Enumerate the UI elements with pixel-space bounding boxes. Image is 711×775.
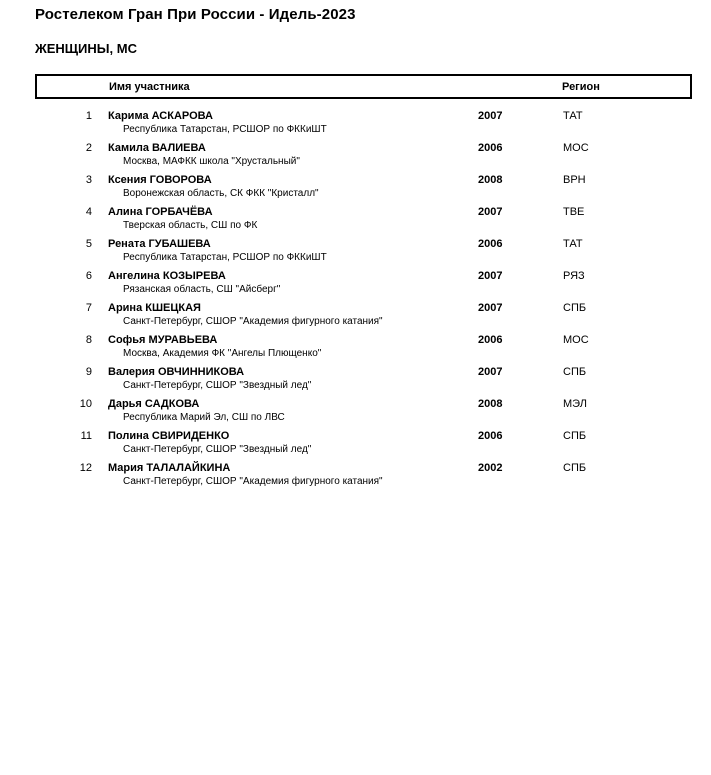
- participant-club: Москва, МАФКК школа "Хрустальный": [123, 156, 300, 167]
- participant-club: Республика Татарстан, РСШОР по ФККиШТ: [123, 124, 327, 135]
- participant-name: Валерия ОВЧИННИКОВА: [108, 366, 245, 378]
- page-title: Ростелеком Гран При России - Идель-2023: [35, 6, 356, 23]
- participant-number: 12: [79, 462, 92, 474]
- participant-name: Арина КШЕЦКАЯ: [108, 302, 201, 314]
- participant-region-code: МОС: [563, 142, 589, 154]
- participant-name: Алина ГОРБАЧЁВА: [108, 206, 213, 218]
- participant-name: Ксения ГОВОРОВА: [108, 174, 212, 186]
- participant-number: 1: [85, 110, 92, 122]
- participant-number: 8: [85, 334, 92, 346]
- participant-region-code: ТВЕ: [563, 206, 585, 218]
- participant-number: 6: [85, 270, 92, 282]
- participant-name: Карима АСКАРОВА: [108, 110, 213, 122]
- table-row: [35, 302, 692, 334]
- participant-club: Санкт-Петербург, СШОР "Академия фигурного катания": [123, 476, 383, 487]
- participant-club: Москва, Академия ФК "Ангелы Плющенко": [123, 348, 322, 359]
- participant-region-code: ТАТ: [563, 238, 583, 250]
- participant-birth-year: 2002: [478, 462, 503, 474]
- participant-birth-year: 2007: [478, 110, 503, 122]
- participant-number: 4: [85, 206, 92, 218]
- participant-birth-year: 2006: [478, 334, 503, 346]
- category-title: ЖЕНЩИНЫ, МС: [35, 41, 137, 56]
- participant-region-code: МОС: [563, 334, 589, 346]
- participant-number: 5: [85, 238, 92, 250]
- table-header: [35, 74, 692, 99]
- participant-name: Дарья САДКОВА: [108, 398, 200, 410]
- participant-region-code: СПБ: [563, 302, 587, 314]
- participant-club: Санкт-Петербург, СШОР "Академия фигурного катания": [123, 316, 383, 327]
- participant-birth-year: 2006: [478, 142, 503, 154]
- table-row: [35, 206, 692, 238]
- participant-birth-year: 2008: [478, 174, 503, 186]
- participant-birth-year: 2006: [478, 238, 503, 250]
- participant-name: Ангелина КОЗЫРЕВА: [108, 270, 226, 282]
- table-row: [35, 366, 692, 398]
- table-row: [35, 334, 692, 366]
- table-row: [35, 398, 692, 430]
- table-row: [35, 110, 692, 142]
- table-row: [35, 238, 692, 270]
- table-row: [35, 462, 692, 494]
- participant-club: Тверская область, СШ по ФК: [123, 220, 258, 231]
- participant-region-code: МЭЛ: [563, 398, 587, 410]
- participant-region-code: РЯЗ: [563, 270, 585, 282]
- participant-club: Воронежская область, СК ФКК "Кристалл": [123, 188, 319, 199]
- participant-club: Рязанская область, СШ "Айсберг": [123, 284, 281, 295]
- participant-number: 9: [85, 366, 92, 378]
- participant-birth-year: 2007: [478, 302, 503, 314]
- participant-birth-year: 2007: [478, 270, 503, 282]
- participant-number: 11: [80, 430, 92, 442]
- participant-club: Санкт-Петербург, СШОР "Звездный лед": [123, 444, 312, 455]
- table-row: [35, 270, 692, 302]
- participant-region-code: СПБ: [563, 462, 587, 474]
- participant-birth-year: 2006: [478, 430, 503, 442]
- table-row: [35, 142, 692, 174]
- participant-number: 10: [79, 398, 92, 410]
- participant-name: Полина СВИРИДЕНКО: [108, 430, 230, 442]
- participant-region-code: ВРН: [563, 174, 586, 186]
- participant-name: Мария ТАЛАЛАЙКИНА: [108, 462, 231, 474]
- participant-name: Рената ГУБАШЕВА: [108, 238, 211, 250]
- participants-list: [35, 110, 692, 494]
- participant-club: Республика Марий Эл, СШ по ЛВС: [123, 412, 285, 423]
- participant-name: Камила ВАЛИЕВА: [108, 142, 206, 154]
- column-header-region: Регион: [562, 80, 600, 93]
- participant-region-code: СПБ: [563, 366, 587, 378]
- participant-birth-year: 2007: [478, 206, 503, 218]
- participant-birth-year: 2008: [478, 398, 503, 410]
- participant-number: 2: [85, 142, 92, 154]
- participant-region-code: ТАТ: [563, 110, 583, 122]
- participant-number: 3: [85, 174, 92, 186]
- participant-name: Софья МУРАВЬЕВА: [108, 334, 218, 346]
- participant-birth-year: 2007: [478, 366, 503, 378]
- table-row: [35, 430, 692, 462]
- participant-club: Республика Татарстан, РСШОР по ФККиШТ: [123, 252, 327, 263]
- participant-number: 7: [85, 302, 92, 314]
- participant-club: Санкт-Петербург, СШОР "Звездный лед": [123, 380, 312, 391]
- participant-region-code: СПБ: [563, 430, 587, 442]
- column-header-name: Имя участника: [109, 80, 190, 93]
- table-row: [35, 174, 692, 206]
